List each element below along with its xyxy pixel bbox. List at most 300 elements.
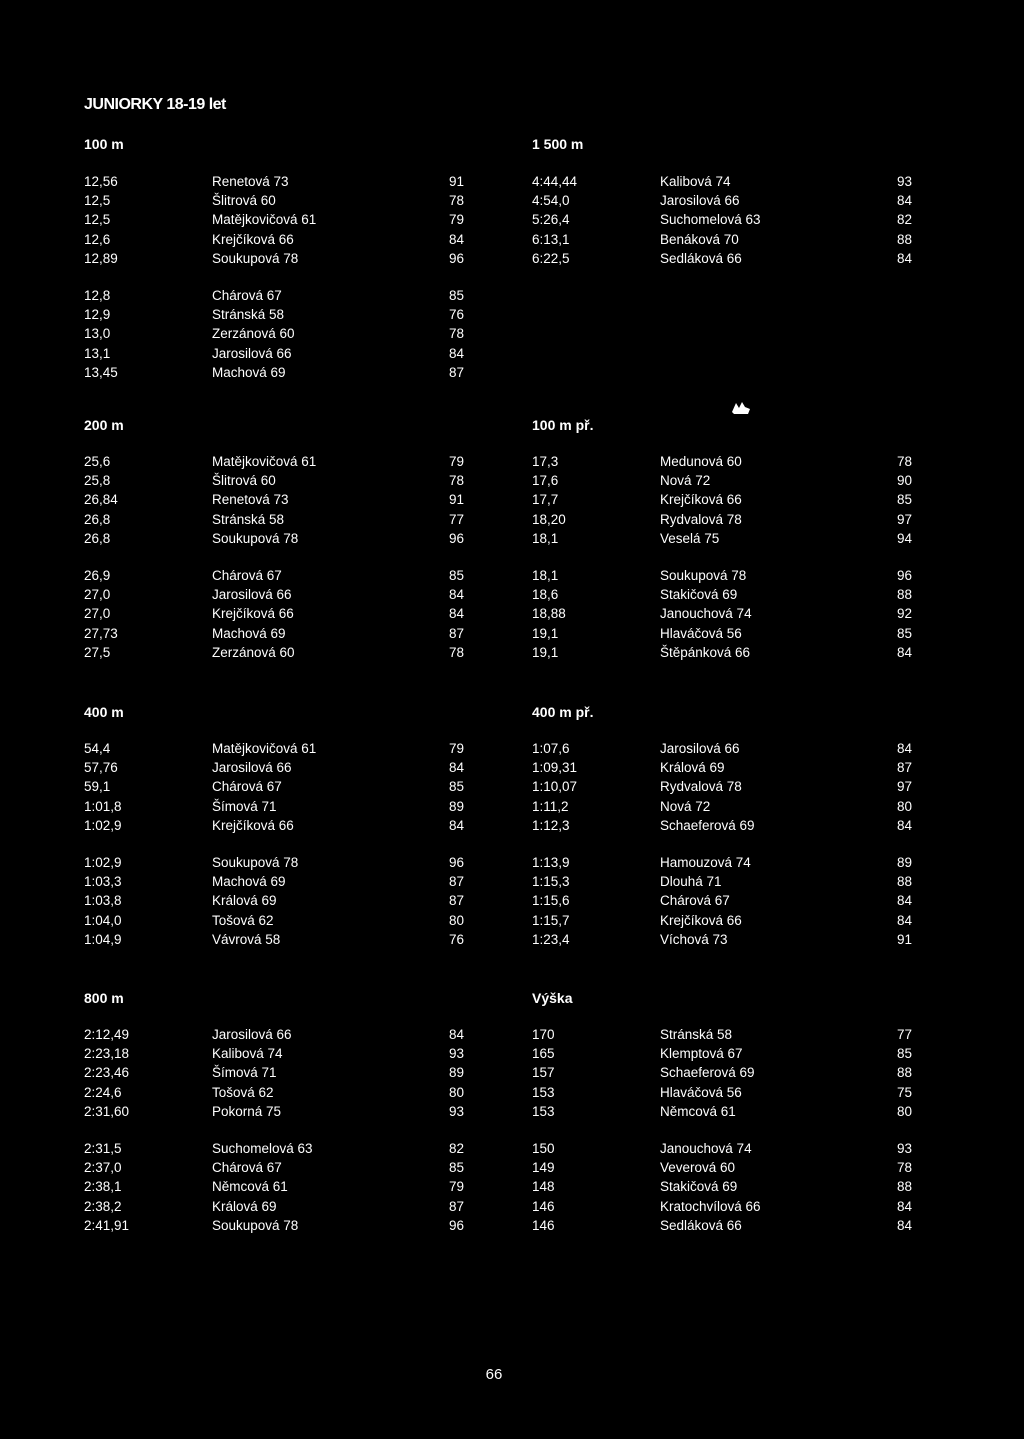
result-value: 12,8	[84, 287, 111, 303]
athlete-name: Tošová 62	[212, 912, 274, 928]
birth-year: 96	[448, 250, 464, 266]
athlete-name: Krejčíková 66	[212, 231, 294, 247]
result-row	[532, 452, 912, 471]
birth-year: 84	[896, 644, 912, 660]
birth-year: 85	[896, 625, 912, 641]
athlete-name: Veselá 75	[660, 530, 720, 546]
result-row	[84, 1083, 464, 1102]
birth-year: 84	[896, 193, 912, 209]
result-row	[532, 853, 912, 872]
group-spacer	[532, 835, 912, 853]
result-value: 146	[532, 1198, 555, 1214]
birth-year: 96	[448, 854, 464, 870]
result-value: 26,84	[84, 492, 118, 508]
birth-year: 92	[896, 606, 912, 622]
result-value: 1:04,0	[84, 912, 122, 928]
result-value: 2:23,46	[84, 1065, 130, 1081]
results-400m-hurdles	[532, 739, 912, 949]
birth-year: 84	[896, 893, 912, 909]
birth-year: 75	[896, 1084, 912, 1100]
result-value: 27,5	[84, 644, 111, 660]
result-value: 1:23,4	[532, 931, 570, 947]
result-value: 157	[532, 1065, 555, 1081]
athlete-name: Soukupová 78	[212, 1217, 299, 1233]
result-value: 26,8	[84, 530, 111, 546]
result-value: 1:04,9	[84, 931, 122, 947]
birth-year: 94	[896, 530, 912, 546]
birth-year: 76	[448, 307, 464, 323]
result-row	[532, 249, 912, 268]
birth-year: 88	[896, 231, 912, 247]
birth-year: 78	[448, 473, 464, 489]
result-row	[532, 1158, 912, 1177]
athlete-name: Suchomelová 63	[212, 1140, 313, 1156]
birth-year: 84	[896, 1198, 912, 1214]
result-row	[532, 210, 912, 229]
athlete-name: Sedláková 66	[660, 250, 742, 266]
section-title-high-jump: Výška	[532, 990, 573, 1006]
result-row	[84, 758, 464, 777]
result-value: 13,1	[84, 345, 111, 361]
athlete-name: Dlouhá 71	[660, 874, 722, 890]
athlete-name: Stránská 58	[660, 1027, 733, 1042]
athlete-name: Janouchová 74	[660, 1140, 752, 1156]
result-row	[84, 1158, 464, 1177]
birth-year: 85	[448, 1160, 464, 1176]
athlete-name: Králová 69	[660, 760, 725, 776]
result-value: 18,88	[532, 606, 566, 622]
result-value: 17,6	[532, 473, 559, 489]
birth-year: 84	[448, 760, 464, 776]
athlete-name: Schaeferová 69	[660, 817, 755, 833]
results-1500m	[532, 172, 912, 268]
birth-year: 82	[448, 1140, 464, 1156]
result-value: 2:31,5	[84, 1140, 122, 1156]
birth-year: 89	[448, 798, 464, 814]
results-800m	[84, 1025, 464, 1235]
athlete-name: Soukupová 78	[212, 530, 299, 546]
page-title: JUNIORKY 18-19 let	[84, 96, 226, 113]
result-value: 13,0	[84, 326, 111, 342]
result-value: 19,1	[532, 644, 559, 660]
results-high-jump	[532, 1025, 912, 1235]
result-row	[84, 797, 464, 816]
result-value: 146	[532, 1217, 555, 1233]
birth-year: 84	[448, 1027, 464, 1042]
result-value: 6:13,1	[532, 231, 570, 247]
athlete-name: Němcová 61	[212, 1179, 288, 1195]
birth-year: 85	[896, 492, 912, 508]
result-row	[84, 210, 464, 229]
result-row	[532, 1177, 912, 1196]
result-value: 2:38,2	[84, 1198, 122, 1214]
athlete-name: Jarosilová 66	[212, 345, 292, 361]
result-value: 25,6	[84, 454, 111, 469]
birth-year: 96	[448, 1217, 464, 1233]
birth-year: 80	[448, 1084, 464, 1100]
result-value: 2:12,49	[84, 1027, 130, 1042]
birth-year: 96	[448, 530, 464, 546]
result-row	[532, 1216, 912, 1235]
athlete-name: Soukupová 78	[212, 250, 299, 266]
athlete-name: Machová 69	[212, 364, 286, 380]
result-value: 2:37,0	[84, 1160, 122, 1176]
athlete-name: Nová 72	[660, 798, 711, 814]
result-row	[84, 510, 464, 529]
result-row	[532, 1083, 912, 1102]
result-row	[84, 1197, 464, 1216]
athlete-name: Chárová 67	[212, 1160, 282, 1176]
result-row	[532, 585, 912, 604]
result-value: 57,76	[84, 760, 118, 776]
result-row	[84, 816, 464, 835]
result-value: 12,9	[84, 307, 111, 323]
result-row	[532, 911, 912, 930]
birth-year: 90	[896, 473, 912, 489]
birth-year: 97	[896, 511, 912, 527]
birth-year: 76	[448, 931, 464, 947]
birth-year: 87	[448, 1198, 464, 1214]
athlete-name: Jarosilová 66	[660, 193, 740, 209]
result-row	[84, 172, 464, 191]
result-row	[532, 172, 912, 191]
result-row	[84, 490, 464, 509]
result-row	[84, 1063, 464, 1082]
page-number: 66	[485, 1366, 503, 1383]
birth-year: 89	[448, 1065, 464, 1081]
birth-year: 84	[448, 587, 464, 603]
birth-year: 79	[448, 1179, 464, 1195]
group-spacer	[84, 548, 464, 566]
athlete-name: Tošová 62	[212, 1084, 274, 1100]
athlete-name: Jarosilová 66	[660, 741, 740, 756]
result-row	[532, 1044, 912, 1063]
result-row	[84, 739, 464, 758]
result-value: 2:41,91	[84, 1217, 130, 1233]
result-row	[84, 566, 464, 585]
birth-year: 87	[896, 760, 912, 776]
athlete-name: Nová 72	[660, 473, 711, 489]
birth-year: 91	[448, 492, 464, 508]
result-value: 148	[532, 1179, 555, 1195]
athlete-name: Šlitrová 60	[212, 193, 276, 209]
birth-year: 85	[448, 567, 464, 583]
birth-year: 93	[448, 1046, 464, 1062]
result-value: 1:01,8	[84, 798, 122, 814]
athlete-name: Krejčíková 66	[660, 492, 742, 508]
birth-year: 78	[896, 454, 912, 469]
result-value: 27,0	[84, 606, 111, 622]
result-value: 1:15,3	[532, 874, 570, 890]
birth-year: 84	[896, 817, 912, 833]
result-row	[84, 324, 464, 343]
results-200m	[84, 452, 464, 662]
athlete-name: Víchová 73	[660, 931, 728, 947]
results-100m	[84, 172, 464, 382]
birth-year: 89	[896, 854, 912, 870]
result-row	[532, 566, 912, 585]
result-value: 54,4	[84, 741, 111, 756]
athlete-name: Chárová 67	[212, 567, 282, 583]
athlete-name: Janouchová 74	[660, 606, 752, 622]
birth-year: 82	[896, 212, 912, 228]
birth-year: 84	[896, 741, 912, 756]
result-value: 13,45	[84, 364, 118, 380]
birth-year: 91	[896, 931, 912, 947]
result-row	[84, 643, 464, 662]
result-value: 1:03,8	[84, 893, 122, 909]
result-row	[84, 452, 464, 471]
birth-year: 84	[448, 345, 464, 361]
athlete-name: Soukupová 78	[660, 567, 747, 583]
athlete-name: Jarosilová 66	[212, 587, 292, 603]
result-value: 18,1	[532, 530, 559, 546]
result-row	[532, 624, 912, 643]
birth-year: 87	[448, 874, 464, 890]
result-value: 12,6	[84, 231, 111, 247]
result-value: 170	[532, 1027, 555, 1042]
result-value: 12,5	[84, 193, 111, 209]
result-row	[84, 471, 464, 490]
section-title-200m: 200 m	[84, 417, 124, 433]
birth-year: 85	[448, 287, 464, 303]
birth-year: 88	[896, 1065, 912, 1081]
result-row	[532, 872, 912, 891]
athlete-name: Šímová 71	[212, 798, 277, 814]
result-value: 1:02,9	[84, 854, 122, 870]
birth-year: 80	[896, 798, 912, 814]
birth-year: 78	[448, 644, 464, 660]
birth-year: 84	[896, 912, 912, 928]
athlete-name: Pokorná 75	[212, 1103, 282, 1119]
result-value: 27,0	[84, 587, 111, 603]
athlete-name: Machová 69	[212, 874, 286, 890]
result-row	[84, 529, 464, 548]
result-row	[84, 230, 464, 249]
result-row	[84, 624, 464, 643]
athlete-name: Stránská 58	[212, 511, 285, 527]
athlete-name: Kalibová 74	[660, 174, 731, 189]
athlete-name: Krejčíková 66	[212, 606, 294, 622]
athlete-name: Veverová 60	[660, 1160, 736, 1176]
result-row	[532, 758, 912, 777]
result-row	[532, 230, 912, 249]
athlete-name: Hlaváčová 56	[660, 1084, 742, 1100]
result-value: 150	[532, 1140, 555, 1156]
result-row	[84, 604, 464, 623]
result-row	[84, 191, 464, 210]
birth-year: 78	[896, 1160, 912, 1176]
athlete-name: Zerzánová 60	[212, 326, 295, 342]
result-row	[532, 643, 912, 662]
result-value: 2:23,18	[84, 1046, 130, 1062]
birth-year: 88	[896, 874, 912, 890]
section-title-400m-hurdles: 400 m př.	[532, 704, 594, 720]
result-value: 26,8	[84, 511, 111, 527]
birth-year: 85	[896, 1046, 912, 1062]
birth-year: 79	[448, 741, 464, 756]
athlete-name: Kratochvílová 66	[660, 1198, 761, 1214]
athlete-name: Klemptová 67	[660, 1046, 743, 1062]
athlete-name: Renetová 73	[212, 492, 289, 508]
birth-year: 97	[896, 779, 912, 795]
result-value: 1:15,6	[532, 893, 570, 909]
result-value: 18,1	[532, 567, 559, 583]
birth-year: 87	[448, 893, 464, 909]
result-row	[532, 1197, 912, 1216]
group-spacer	[84, 1121, 464, 1139]
birth-year: 79	[448, 454, 464, 469]
result-row	[532, 1139, 912, 1158]
result-value: 1:15,7	[532, 912, 570, 928]
section-title-800m: 800 m	[84, 990, 124, 1006]
result-value: 27,73	[84, 625, 118, 641]
birth-year: 84	[448, 606, 464, 622]
athlete-name: Stakičová 69	[660, 587, 738, 603]
result-value: 165	[532, 1046, 555, 1062]
result-row	[84, 585, 464, 604]
athlete-name: Králová 69	[212, 893, 277, 909]
result-row	[84, 872, 464, 891]
section-title-100m: 100 m	[84, 136, 124, 152]
result-row	[532, 930, 912, 949]
athlete-name: Schaeferová 69	[660, 1065, 755, 1081]
birth-year: 77	[448, 511, 464, 527]
section-title-400m: 400 m	[84, 704, 124, 720]
result-row	[84, 1216, 464, 1235]
athlete-name: Krejčíková 66	[212, 817, 294, 833]
result-row	[84, 1102, 464, 1121]
section-title-100m-hurdles: 100 m př.	[532, 417, 594, 433]
result-value: 6:22,5	[532, 250, 570, 266]
result-row	[532, 1063, 912, 1082]
result-row	[84, 1044, 464, 1063]
result-value: 12,89	[84, 250, 118, 266]
birth-year: 80	[896, 1103, 912, 1119]
result-value: 2:38,1	[84, 1179, 122, 1195]
result-value: 26,9	[84, 567, 111, 583]
birth-year: 96	[896, 567, 912, 583]
result-value: 12,5	[84, 212, 111, 228]
result-row	[84, 853, 464, 872]
result-row	[84, 777, 464, 796]
result-value: 25,8	[84, 473, 111, 489]
result-row	[532, 490, 912, 509]
athlete-name: Chárová 67	[212, 287, 282, 303]
result-row	[84, 911, 464, 930]
birth-year: 84	[896, 1217, 912, 1233]
result-row	[532, 816, 912, 835]
birth-year: 78	[448, 193, 464, 209]
section-title-1500m: 1 500 m	[532, 136, 584, 152]
result-value: 19,1	[532, 625, 559, 641]
athlete-name: Rydvalová 78	[660, 779, 742, 795]
result-row	[84, 1139, 464, 1158]
athlete-name: Benáková 70	[660, 231, 739, 247]
result-row	[84, 363, 464, 382]
result-row	[532, 1025, 912, 1044]
result-row	[532, 604, 912, 623]
athlete-name: Sedláková 66	[660, 1217, 742, 1233]
birth-year: 85	[448, 779, 464, 795]
result-row	[532, 777, 912, 796]
result-row	[532, 529, 912, 548]
birth-year: 88	[896, 1179, 912, 1195]
athlete-name: Zerzánová 60	[212, 644, 295, 660]
birth-year: 91	[448, 174, 464, 189]
athlete-name: Králová 69	[212, 1198, 277, 1214]
athlete-name: Jarosilová 66	[212, 760, 292, 776]
result-row	[84, 286, 464, 305]
athlete-name: Suchomelová 63	[660, 212, 761, 228]
birth-year: 93	[896, 174, 912, 189]
athlete-name: Renetová 73	[212, 174, 289, 189]
result-value: 17,7	[532, 492, 559, 508]
athlete-name: Soukupová 78	[212, 854, 299, 870]
athlete-name: Němcová 61	[660, 1103, 736, 1119]
birth-year: 93	[448, 1103, 464, 1119]
results-100m-hurdles	[532, 452, 912, 662]
ink-blot-mark	[730, 400, 752, 416]
athlete-name: Kalibová 74	[212, 1046, 283, 1062]
athlete-name: Machová 69	[212, 625, 286, 641]
result-value: 1:10,07	[532, 779, 578, 795]
result-row	[532, 891, 912, 910]
athlete-name: Rydvalová 78	[660, 511, 742, 527]
result-row	[532, 510, 912, 529]
athlete-name: Štěpánková 66	[660, 644, 751, 660]
result-value: 1:13,9	[532, 854, 570, 870]
athlete-name: Chárová 67	[212, 779, 282, 795]
athlete-name: Hlaváčová 56	[660, 625, 742, 641]
group-spacer	[532, 1121, 912, 1139]
birth-year: 84	[896, 250, 912, 266]
result-value: 1:03,3	[84, 874, 122, 890]
result-value: 1:12,3	[532, 817, 570, 833]
result-row	[84, 344, 464, 363]
athlete-name: Matějkovičová 61	[212, 212, 317, 228]
result-value: 4:54,0	[532, 193, 570, 209]
birth-year: 88	[896, 587, 912, 603]
athlete-name: Matějkovičová 61	[212, 454, 317, 469]
birth-year: 78	[448, 326, 464, 342]
result-row	[532, 471, 912, 490]
result-row	[84, 930, 464, 949]
athlete-name: Vávrová 58	[212, 931, 281, 947]
group-spacer	[84, 835, 464, 853]
athlete-name: Stakičová 69	[660, 1179, 738, 1195]
result-value: 2:24,6	[84, 1084, 122, 1100]
athlete-name: Chárová 67	[660, 893, 730, 909]
result-row	[532, 797, 912, 816]
result-row	[532, 1102, 912, 1121]
result-value: 18,6	[532, 587, 559, 603]
result-row	[532, 739, 912, 758]
athlete-name: Šlitrová 60	[212, 473, 276, 489]
birth-year: 80	[448, 912, 464, 928]
athlete-name: Jarosilová 66	[212, 1027, 292, 1042]
result-row	[84, 1025, 464, 1044]
result-row	[84, 305, 464, 324]
birth-year: 77	[896, 1027, 912, 1042]
birth-year: 84	[448, 817, 464, 833]
result-value: 17,3	[532, 454, 559, 469]
result-value: 1:11,2	[532, 798, 569, 814]
athlete-name: Hamouzová 74	[660, 854, 751, 870]
result-row	[84, 1177, 464, 1196]
birth-year: 93	[896, 1140, 912, 1156]
birth-year: 84	[448, 231, 464, 247]
